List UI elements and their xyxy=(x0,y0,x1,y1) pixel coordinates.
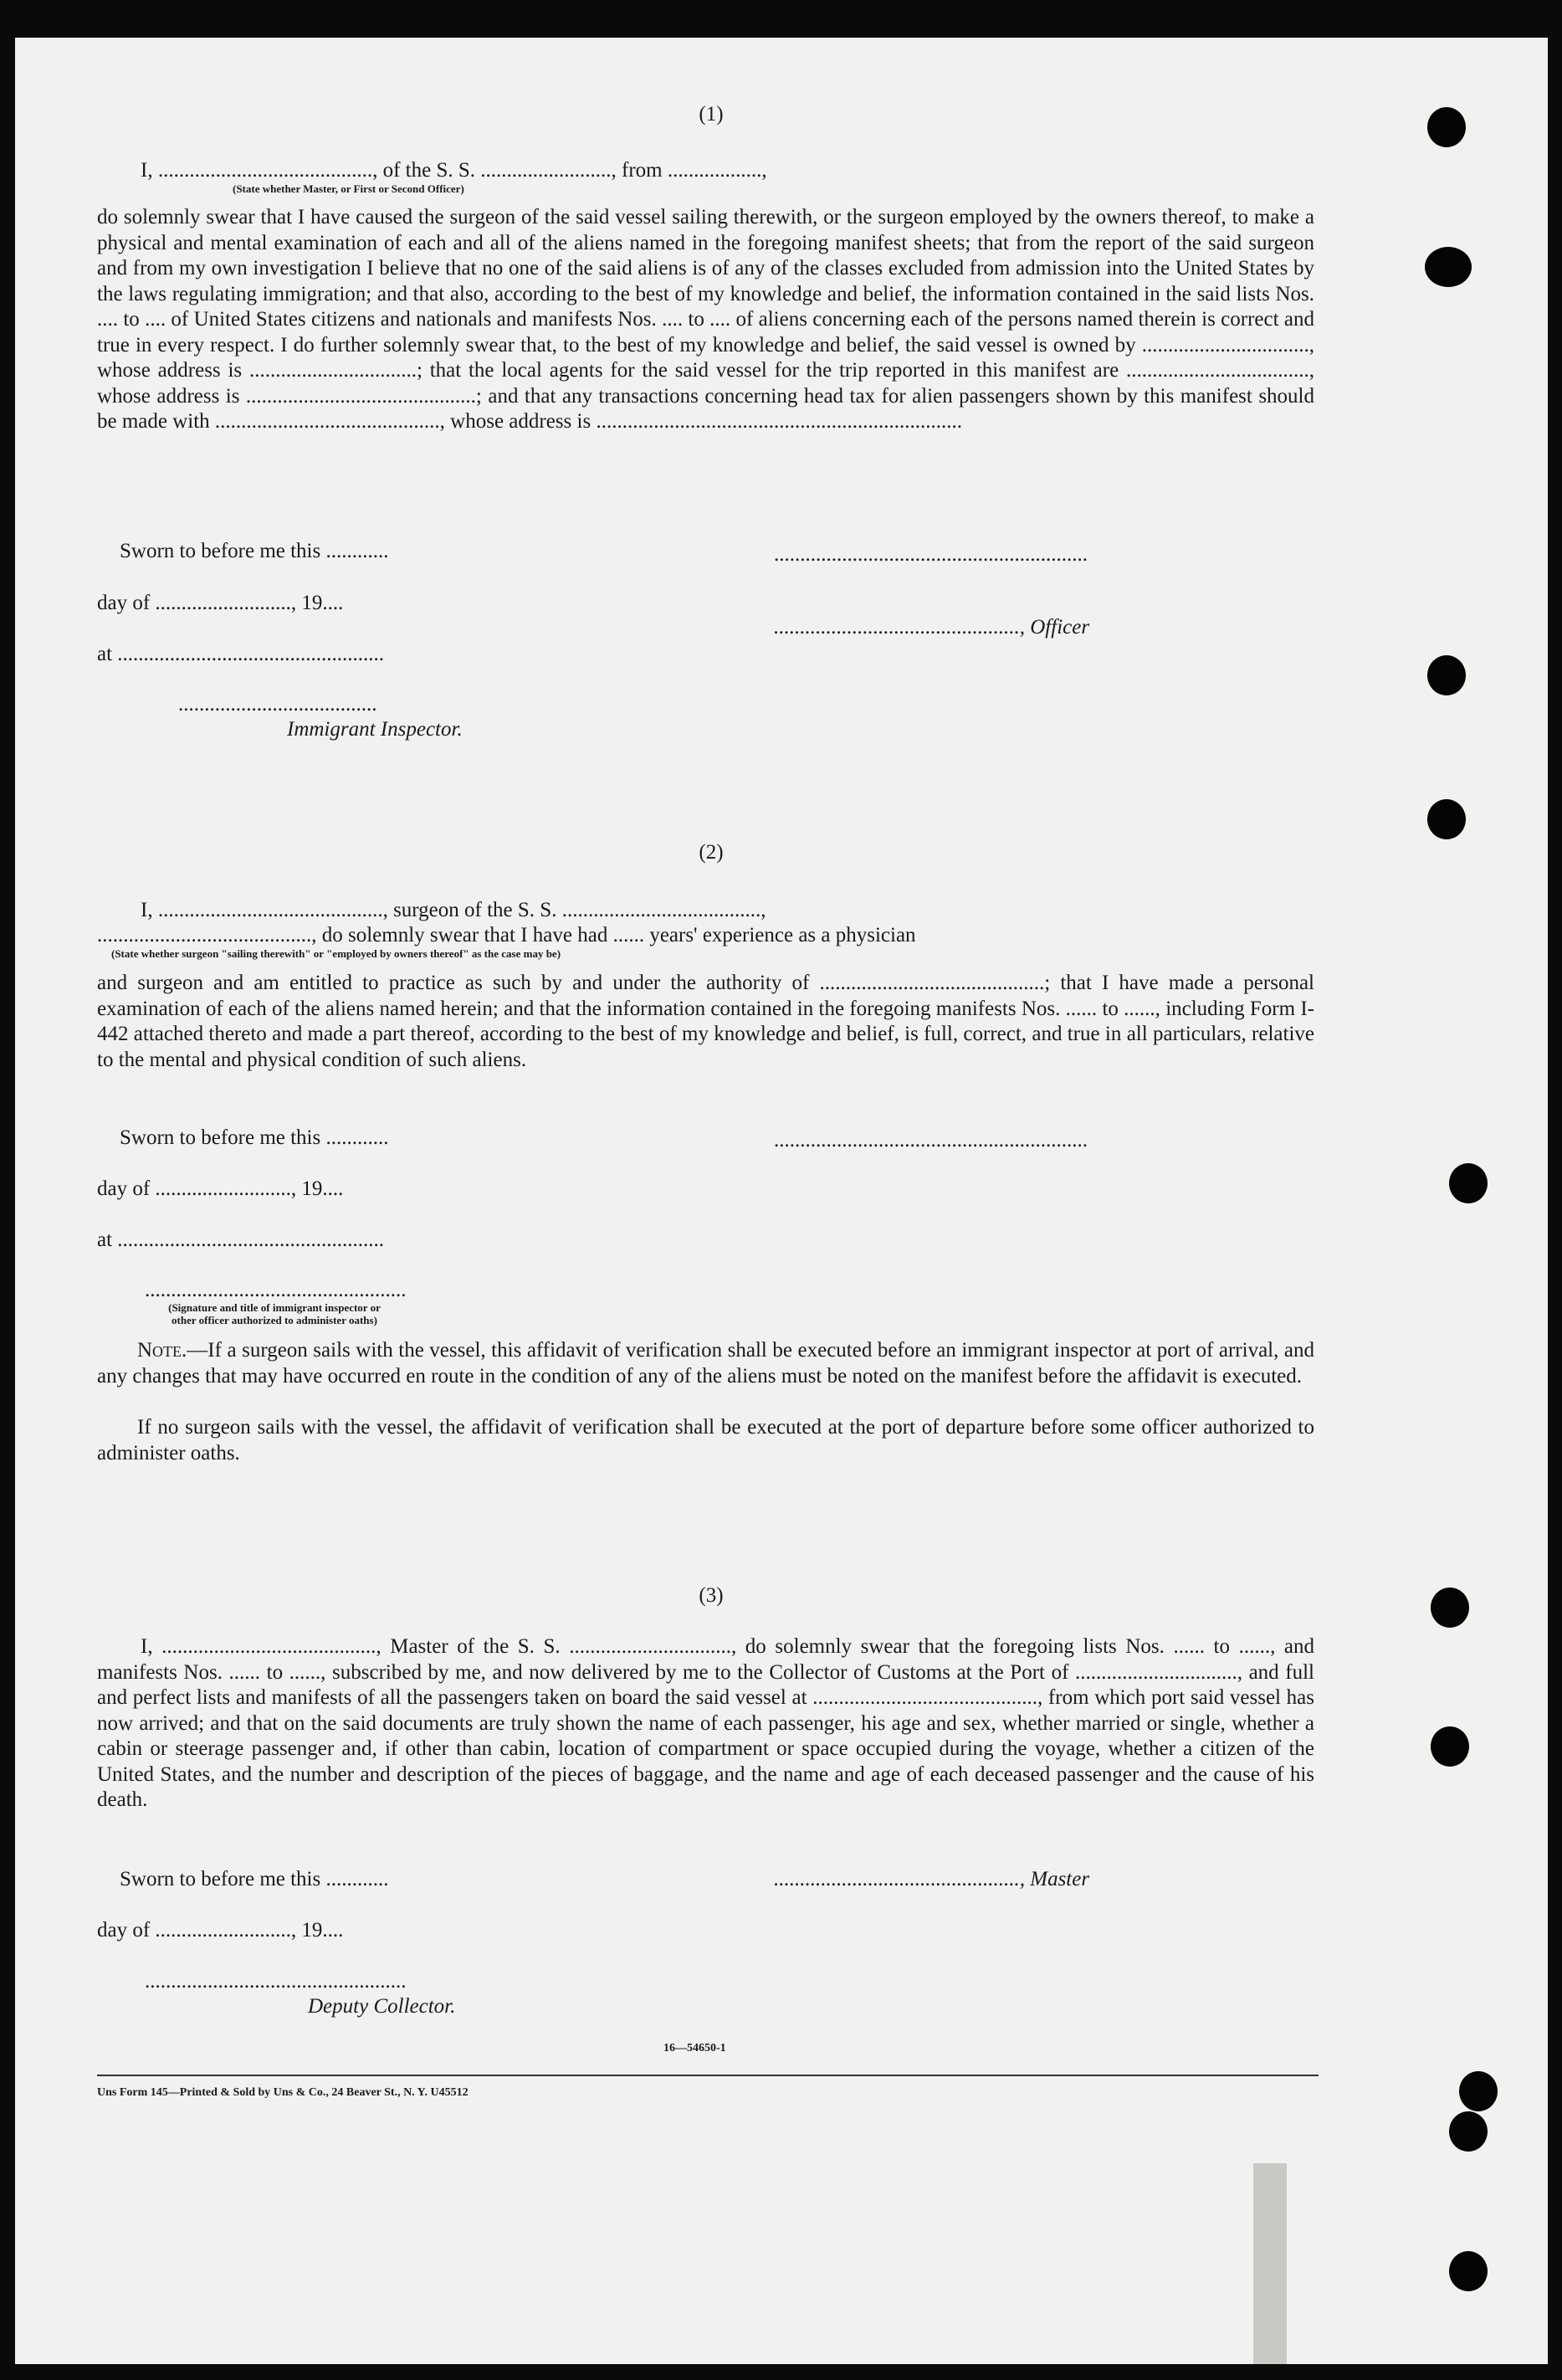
section-2-number: (2) xyxy=(699,841,724,864)
section-2-line-1: I, ..........................................., surgeon of the S. S. ......................................, xyxy=(141,899,766,921)
section-3-sworn: Sworn to before me this ............ xyxy=(120,1868,389,1890)
punch-hole xyxy=(1427,655,1466,695)
punch-hole xyxy=(1459,2071,1498,2111)
section-1-opening-line: I, ........................................., of the S. S. ........................., from .................., xyxy=(141,159,767,182)
section-1-inspector-line: ...................................... xyxy=(178,693,377,716)
section-1-opening-note: (State whether Master, or First or Second Officer) xyxy=(233,182,464,195)
section-2-signature-note: (Signature and title of immigrant inspector or other officer authorized to administer oaths) xyxy=(168,1301,381,1326)
section-1-at-line: at ................................................... xyxy=(97,643,385,665)
section-1-sworn: Sworn to before me this ............ xyxy=(120,540,389,562)
section-2-at-line: at ................................................... xyxy=(97,1228,385,1251)
punch-hole xyxy=(1431,1588,1469,1628)
punch-hole xyxy=(1449,1163,1488,1203)
section-2-line-2-note: (State whether surgeon "sailing therewith" or "employed by owners thereof" as the case may be) xyxy=(111,947,561,960)
section-2-oath-text: and surgeon and am entitled to practice as such by and under the authority of ...........................................; that I have made a personal examination of each of the aliens named herein; and that the information contained in the foregoing manifests Nos. ...... to ......, including Form I-442 attached thereto and made a part thereof, according to the best of my knowledge and belief, is full, correct, and true in all particulars, relative to the mental and physical condition of such aliens. xyxy=(97,972,1314,1071)
section-1-inspector-title: Immigrant Inspector. xyxy=(287,718,463,741)
section-3-number: (3) xyxy=(699,1584,724,1607)
section-2-line-2: ........................................., do solemnly swear that I have had ...... years' experience as a physician xyxy=(97,924,916,946)
paper-tear xyxy=(1253,2163,1287,2364)
punch-hole xyxy=(1427,107,1466,147)
section-3-master-line: ..............................................., Master xyxy=(774,1868,1090,1890)
section-3-collector-title: Deputy Collector. xyxy=(308,1995,456,2018)
section-1-officer-line: ..............................................., Officer xyxy=(774,616,1090,639)
section-3-collector-line: .................................................. xyxy=(145,1970,407,1993)
punch-hole xyxy=(1425,247,1472,287)
footer-rule xyxy=(97,2075,1319,2076)
form-code: 16—54650-1 xyxy=(663,2042,726,2054)
section-3-oath-text: I, ........................................., Master of the S. S. ..............................., do solemnly swear that the foregoing lists Nos. ...... to ......, and manifests Nos. ...... to ......, subscribed by me, and now delivered by me to the Collector of Customs at the Port of ..............................., and full and perfect lists and manifests of all the passengers taken on board the said vessel at ..........................................., from which port said vessel has now arrived; and that on the said documents are truly shown the name of each passenger, his age and sex, whether married or single, whether a cabin or steerage passenger and, if other than cabin, location of compartment or space occupied during the voyage, whether a citizen of the United States, and the number and description of the pieces of baggage, and the name and age of each deceased passenger and the cause of his death. xyxy=(97,1635,1314,1811)
punch-hole xyxy=(1449,2251,1488,2291)
section-1-number: (1) xyxy=(699,103,724,126)
section-1-day-line: day of .........................., 19.... xyxy=(97,592,344,614)
section-1-oath-text: do solemnly swear that I have caused the surgeon of the said vessel sailing therewith, or the surgeon employed by the owners thereof, to make a physical and mental examination of each and all of the aliens named in the foregoing manifest sheets; that from the report of the said surgeon and from my own investigation I believe that no one of the said aliens is of any of the classes excluded from admission into the United States by the laws regulating immigration; and that also, according to the best of my knowledge and belief, the information contained in the said lists Nos. .... to .... of United States citizens and nationals and manifests Nos. .... to .... of aliens concerning each of the persons named therein is correct and true in every respect. I do further solemnly swear that, to the best of my knowledge and belief, the said vessel is owned by ................................, whose address is ................................; that the local agents for the said vessel for the trip reported in this manifest are ..................................., whose address is ............................................; and that any transactions concerning head tax for alien passengers shown by this manifest should be made with ..........................................., whose address is ...................................................................... xyxy=(97,206,1314,433)
section-2-signature-line-2: .................................................. xyxy=(145,1279,407,1301)
section-2-day-line: day of .........................., 19.... xyxy=(97,1177,344,1200)
punch-hole xyxy=(1431,1726,1469,1767)
punch-hole xyxy=(1449,2111,1488,2152)
footer-printer-line: Uns Form 145—Printed & Sold by Uns & Co., 24 Beaver St., N. Y. U45512 xyxy=(97,2086,469,2099)
note-text: —If a surgeon sails with the vessel, this affidavit of verification shall be executed before an immigrant inspector at port of arrival, and any changes that may have occurred en route in the condition of any of the aliens must be noted on the manifest before the affidavit is executed. xyxy=(97,1339,1314,1387)
note-paragraph xyxy=(97,1338,1314,1389)
punch-hole xyxy=(1427,799,1466,839)
note-label: Note. xyxy=(137,1339,187,1362)
section-2-sworn: Sworn to before me this ............ xyxy=(120,1126,389,1149)
manifest-page xyxy=(15,38,1548,2364)
note-paragraph-2: If no surgeon sails with the vessel, the affidavit of verification shall be executed at the port of departure before some officer authorized to administer oaths. xyxy=(97,1416,1314,1464)
section-3-day-line: day of .........................., 19.... xyxy=(97,1919,344,1941)
section-2-signature-line: ............................................................ xyxy=(774,1129,1088,1152)
section-1-signature-line: ............................................................ xyxy=(774,543,1088,566)
